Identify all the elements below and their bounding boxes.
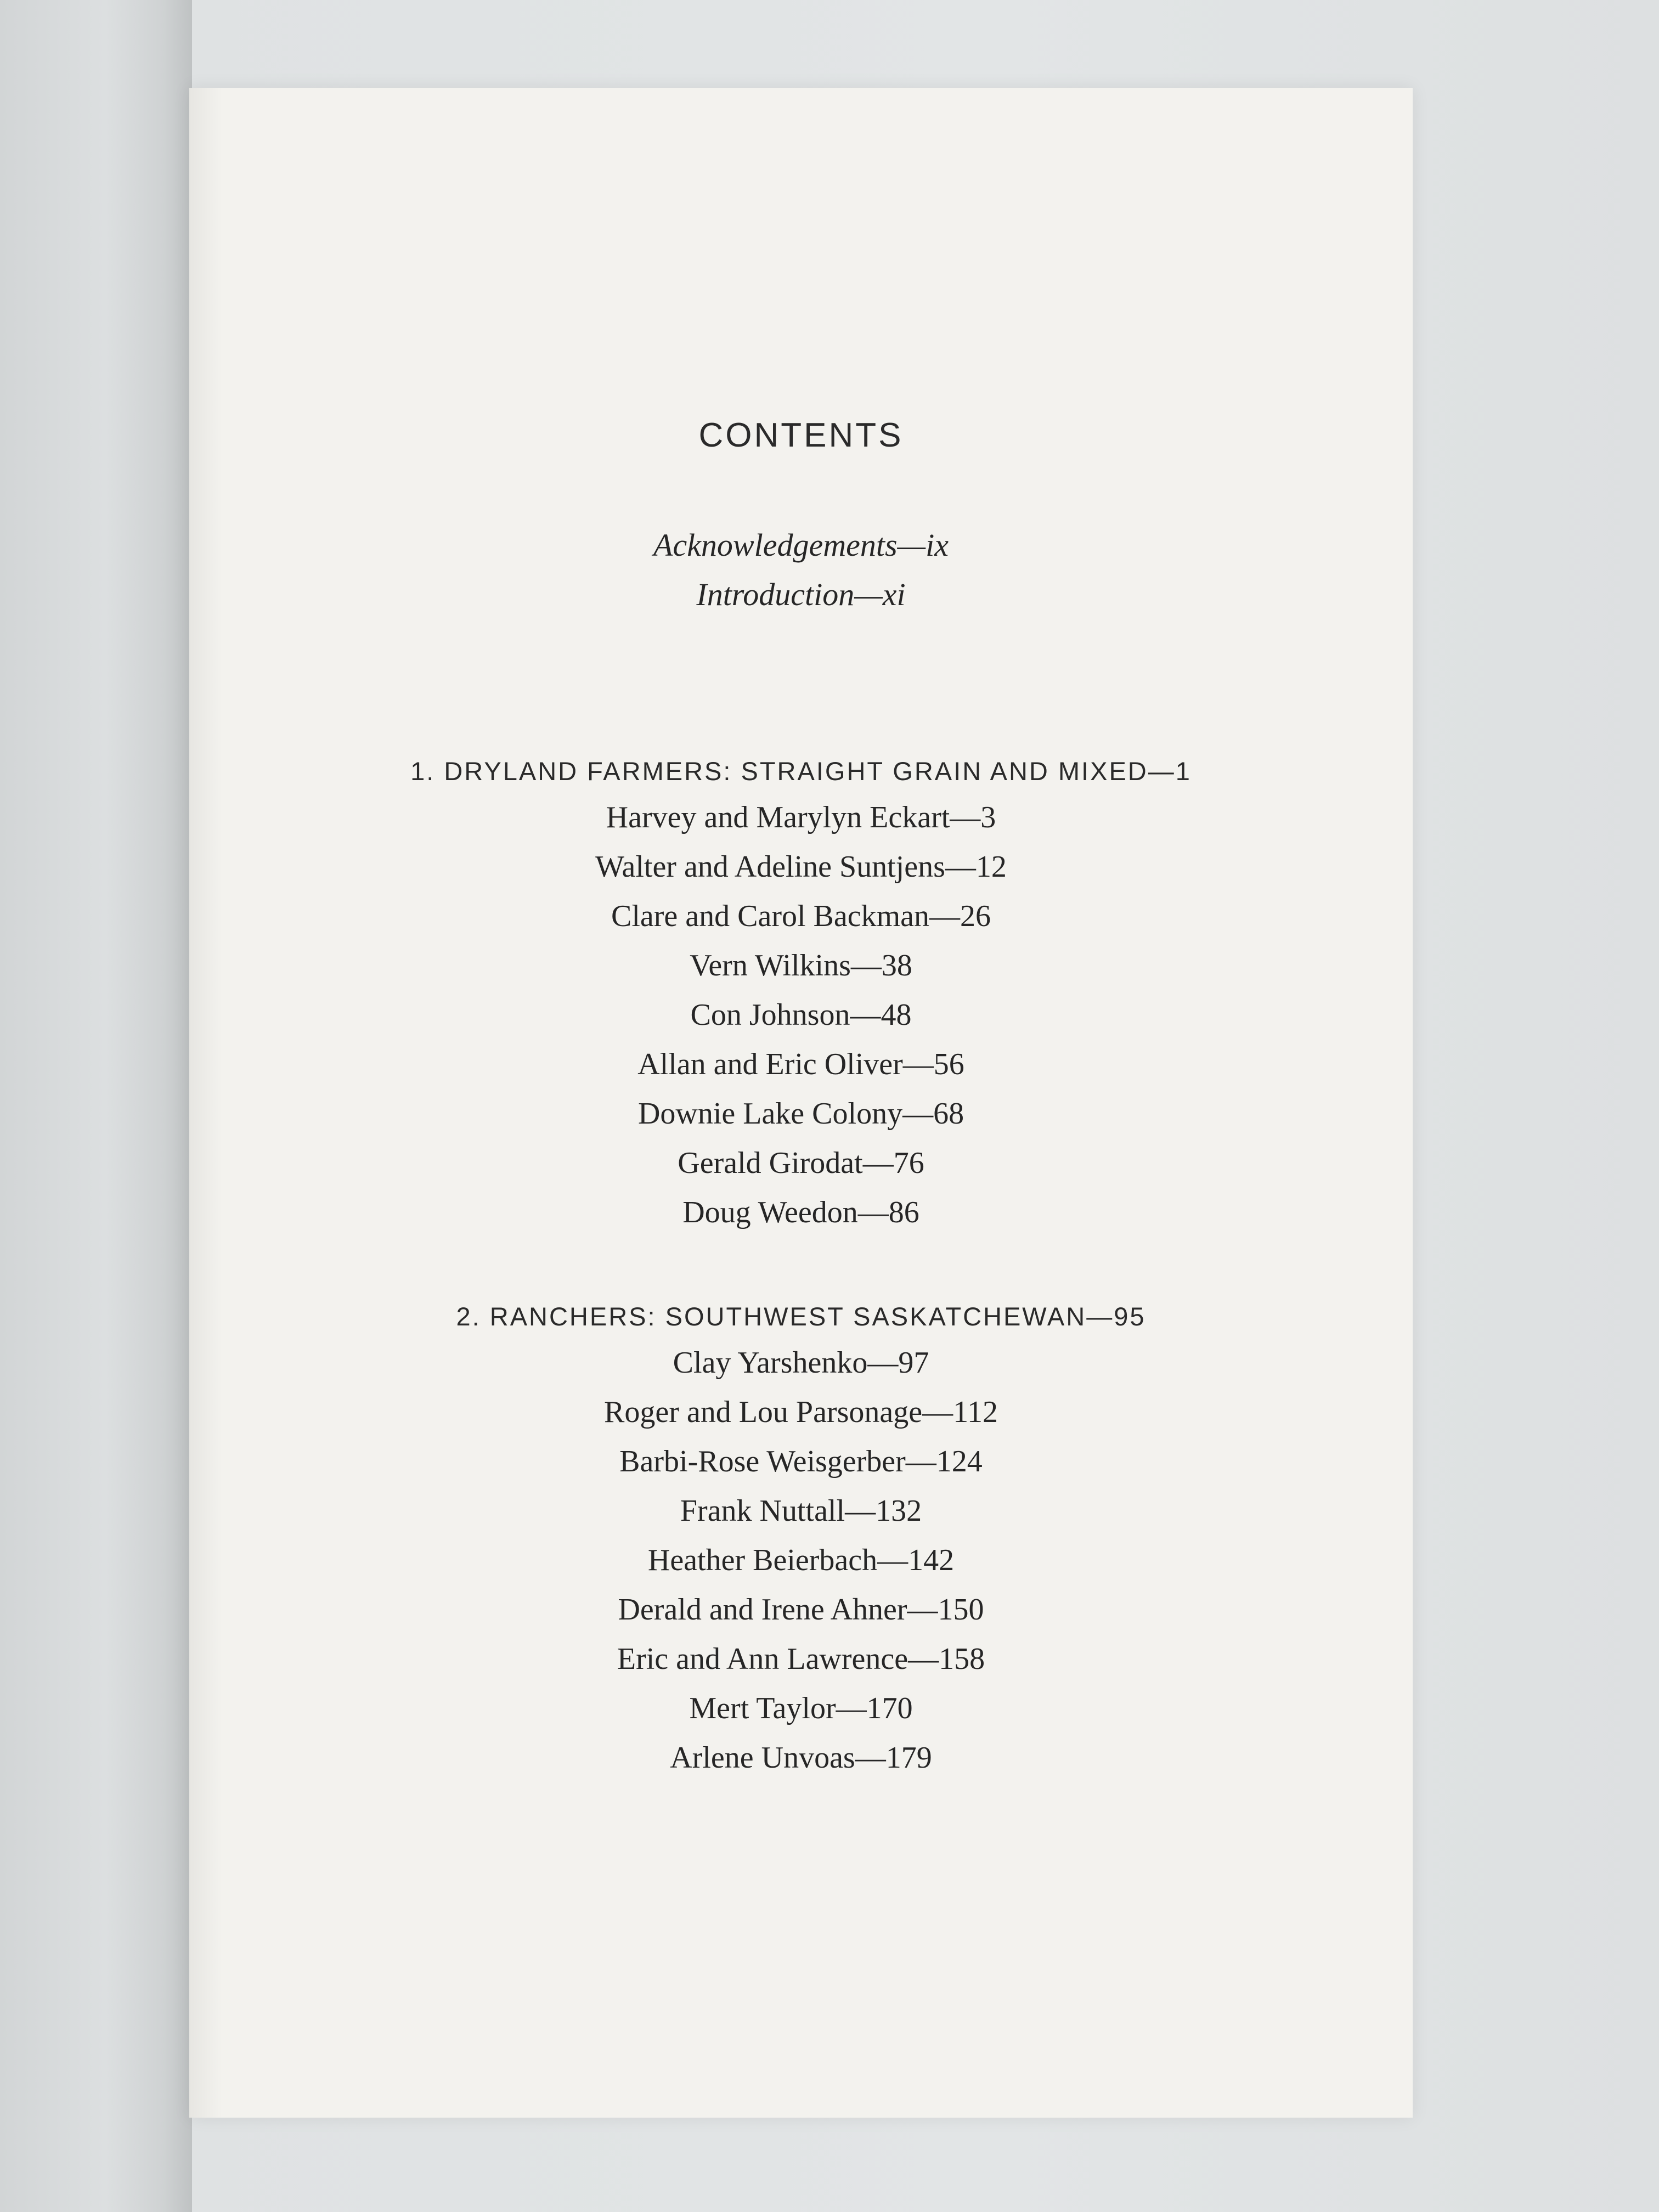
toc-entry: Doug Weedon—86 [682, 1195, 919, 1229]
toc-entry: Clay Yarshenko—97 [673, 1346, 929, 1380]
toc-entry: Arlene Unvoas—179 [670, 1741, 932, 1775]
toc-entry: Vern Wilkins—38 [690, 949, 912, 983]
toc-entry: Frank Nuttall—132 [680, 1494, 922, 1528]
toc-entry: Harvey and Marylyn Eckart—3 [606, 800, 996, 834]
page-title: CONTENTS [698, 416, 904, 454]
left-page-edge [0, 0, 192, 2212]
toc-entry: Downie Lake Colony—68 [637, 1097, 964, 1131]
toc-front-matter-acknowledgements: Acknowledgements—ix [653, 527, 949, 563]
toc-entry: Barbi-Rose Weisgerber—124 [619, 1444, 983, 1479]
toc-entry: Clare and Carol Backman—26 [611, 899, 991, 933]
book-page [189, 88, 1413, 2118]
toc-entry: Eric and Ann Lawrence—158 [617, 1642, 985, 1676]
toc-entry: Con Johnson—48 [690, 998, 912, 1032]
toc-entry: Derald and Irene Ahner—150 [618, 1593, 984, 1627]
toc-entry: Allan and Eric Oliver—56 [637, 1047, 964, 1081]
toc-entry: Heather Beierbach—142 [647, 1543, 955, 1577]
toc-entry: Gerald Girodat—76 [678, 1146, 924, 1180]
section-heading-ranchers: 2. RANCHERS: SOUTHWEST SASKATCHEWAN—95 [456, 1302, 1146, 1331]
section-heading-dryland-farmers: 1. DRYLAND FARMERS: STRAIGHT GRAIN AND MIXED—1 [410, 757, 1192, 786]
toc-front-matter-introduction: Introduction—xi [696, 577, 906, 612]
toc-entry: Walter and Adeline Suntjens—12 [595, 850, 1007, 884]
toc-entry: Roger and Lou Parsonage—112 [604, 1395, 998, 1429]
toc-entry: Mert Taylor—170 [689, 1691, 913, 1725]
